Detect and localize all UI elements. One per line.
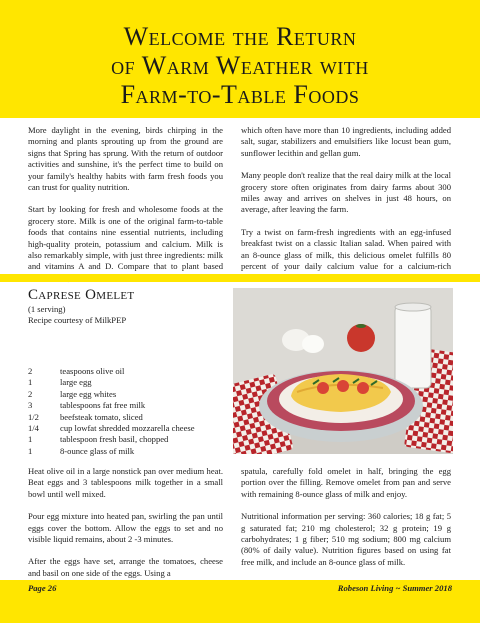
- ingredient-qty: 1/4: [28, 423, 39, 434]
- nutrition-info: Nutritional information per serving: 360 calories; 18 g fat; 5 g saturated fat; 210 mg cholesterol; 32 g protein; 19 g carbohydrates; 1 g fiber; 510 mg sodium; 800 mg calcium (80% of daily value). Nutrition figures based on using fat free milk, and include an 8-ounce glass of milk.: [241, 511, 451, 567]
- ingredient-qty: 1: [28, 377, 33, 388]
- ingredient-row: [28, 389, 228, 400]
- recipe-steps-right: [241, 466, 451, 579]
- ingredient-item: beefsteak tomato, sliced: [60, 411, 143, 422]
- ingredient-qty: 1: [28, 445, 33, 456]
- recipe-servings: (1 serving): [28, 304, 66, 314]
- title-line-1: Welcome the Return: [123, 22, 357, 51]
- title-line-3: Farm-to-Table Foods: [120, 80, 360, 109]
- intro-paragraph: Many people don't realize that the real dairy milk at the local grocery store often originates from dairy farms about 300 miles away and arrives on shelves in just 48 hours, on average, after leaving the farm.: [241, 170, 451, 215]
- recipe-step: After the eggs have set, arrange the tomatoes, cheese and basil on one side of the eggs. Using a: [28, 556, 223, 578]
- ingredient-item: tablespoon fresh basil, chopped: [60, 434, 169, 445]
- recipe-title: Caprese Omelet: [28, 287, 135, 303]
- omelet-photo: [233, 288, 453, 454]
- ingredient-qty: 2: [28, 366, 33, 376]
- ingredient-row: [28, 366, 228, 377]
- ingredient-item: large egg whites: [60, 388, 117, 399]
- ingredient-row: [28, 423, 228, 434]
- ingredient-item: teaspoons olive oil: [60, 366, 125, 376]
- ingredient-qty: 1: [28, 434, 33, 445]
- omelet-illustration: [233, 288, 453, 454]
- ingredient-qty: 2: [28, 388, 33, 399]
- ingredient-item: cup lowfat shredded mozzarella cheese: [60, 423, 195, 434]
- section-divider: [0, 274, 480, 282]
- ingredient-item: large egg: [60, 377, 92, 388]
- ingredient-row: [28, 446, 228, 457]
- ingredient-qty: 1/2: [28, 411, 39, 422]
- ingredient-list: [28, 366, 228, 457]
- intro-paragraph: Try a twist on farm-fresh ingredients with an egg-infused breakfast twist on a classic Italian salad. When paired with an 8-ounce glass of milk, this delicious omelet fulfills 80 percent of your daily calcium value for a calcium-rich: [241, 226, 451, 272]
- recipe-step: Pour egg mixture into heated pan, swirling the pan until eggs cover the bottom. Allow the eggs to set and no visible liquid remains, about 2 -3 minutes.: [28, 511, 223, 545]
- ingredient-row: [28, 412, 228, 423]
- intro-paragraph: More daylight in the evening, birds chirping in the morning and plants sprouting up from the ground are signs that Spring has sprung. With the return of outdoor activities and sunshine, it's the perfect time to build on your family's healthy habits with farm fresh foods you can trust for quality nutrition.: [28, 125, 223, 193]
- recipe-credit: Recipe courtesy of MilkPEP: [28, 315, 127, 326]
- ingredient-item: tablespoons fat free milk: [60, 400, 146, 411]
- ingredient-row: [28, 377, 228, 388]
- intro-left-column: [28, 125, 223, 295]
- recipe-step: Heat olive oil in a large nonstick pan over medium heat. Beat eggs and 3 tablespoons milk together in a small bowl until well mixed.: [28, 466, 223, 499]
- intro-paragraph: which often have more than 10 ingredients, including added salt, sugar, stabilizers and emulsifiers like locust bean gum, sunflower lecithin and gellan gum.: [241, 125, 451, 158]
- page-title: [0, 22, 480, 109]
- ingredient-row: [28, 400, 228, 411]
- intro-paragraph: Start by looking for fresh and wholesome foods at the grocery store. Milk is one of the original farm-to-table foods that contains nine essential nutrients, including high-quality protein, potassium and calcium. Milk is also remarkably simple, with just three ingredients: milk and vitamins A and D. Compare that to plant based: [28, 204, 223, 272]
- ingredient-qty: 3: [28, 400, 33, 411]
- recipe-step: spatula, carefully fold omelet in half, bringing the egg portion over the filling. Remove omelet from pan and serve with remaining 8-ounce glass of milk and enjoy.: [241, 466, 451, 499]
- recipe-meta: [28, 304, 126, 327]
- title-line-2: of Warm Weather with: [111, 51, 369, 80]
- recipe-steps-left: [28, 466, 223, 590]
- intro-right-column: [241, 125, 451, 295]
- publication-name: Robeson Living ~ Summer 2018: [337, 583, 452, 593]
- ingredient-item: 8-ounce glass of milk: [60, 445, 135, 456]
- ingredient-row: [28, 434, 228, 445]
- page-number: Page 26: [28, 583, 57, 593]
